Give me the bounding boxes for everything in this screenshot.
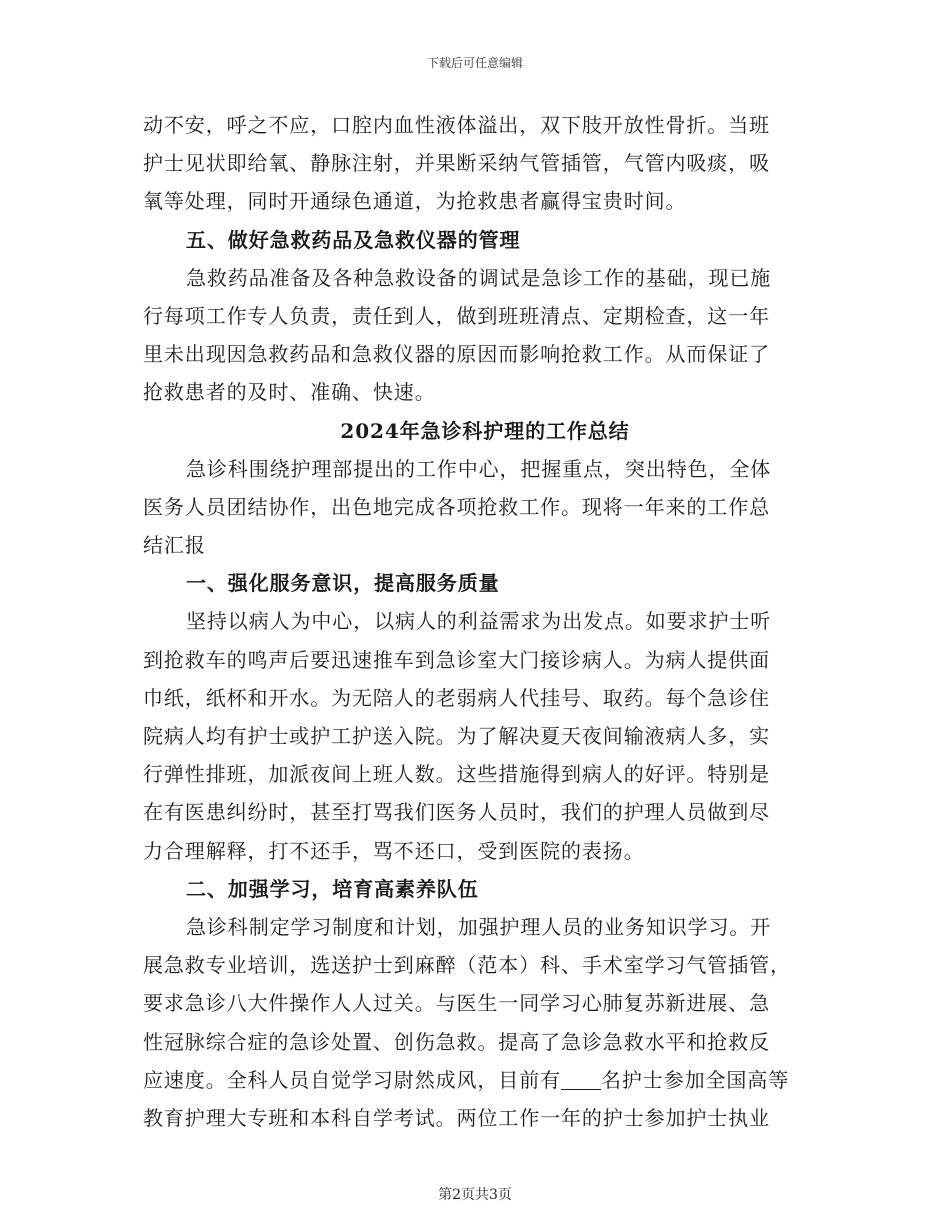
paragraph-line: 里未出现因急救药品和急救仪器的原因而影响抢救工作。从而保证了 bbox=[143, 342, 770, 367]
paragraph-line: 行每项工作专人负责，责任到人，做到班班清点、定期检查，这一年 bbox=[143, 303, 770, 328]
page-header-note: 下载后可任意编辑 bbox=[426, 56, 523, 70]
paragraph-line: 要求急诊八大件操作人人过关。与医生一同学习心肺复苏新进展、急 bbox=[143, 991, 770, 1016]
line-segment: 应速度。全科人员自觉学习尉然成风，目前有 bbox=[143, 1067, 561, 1092]
paragraph-line: 巾纸，纸杯和开水。为无陪人的老弱病人代挂号、取药。每个急诊住 bbox=[143, 685, 770, 710]
paragraph-line: 教育护理大专班和本科自学考试。两位工作一年的护士参加护士执业 bbox=[143, 1105, 770, 1130]
document-title: 2024年急诊科护理的工作总结 bbox=[340, 418, 630, 443]
paragraph-line: 在有医患纠纷时，甚至打骂我们医务人员时，我们的护理人员做到尽 bbox=[143, 800, 770, 825]
paragraph-line: 医务人员团结协作，出色地完成各项抢救工作。现将一年来的工作总 bbox=[143, 494, 770, 519]
section-heading: 五、做好急救药品及急救仪器的管理 bbox=[186, 227, 521, 252]
paragraph-line: 结汇报 bbox=[143, 533, 206, 558]
paragraph-line: 氧等处理，同时开通绿色通道，为抢救患者赢得宝贵时间。 bbox=[143, 189, 687, 214]
paragraph-line: 动不安，呼之不应，口腔内血性液体溢出，双下肢开放性骨折。当班 bbox=[143, 113, 770, 137]
paragraph-line: 展急救专业培训，选送护士到麻醉（范本）科、手术室学习气管插管， bbox=[143, 953, 791, 978]
page-number: 第2页共3页 bbox=[438, 1187, 512, 1203]
paragraph-line: 急救药品准备及各种急救设备的调试是急诊工作的基础，现已施 bbox=[186, 265, 772, 290]
paragraph-line: 护士见状即给氧、静脉注射，并果断采纳气管插管，气管内吸痰，吸 bbox=[143, 151, 770, 176]
fill-in-blank bbox=[561, 1067, 601, 1090]
paragraph-line: 抢救患者的及时、准确、快速。 bbox=[143, 380, 436, 405]
section-heading: 二、加强学习，培育高素养队伍 bbox=[186, 876, 479, 901]
paragraph-line: 性冠脉综合症的急诊处置、创伤急救。提高了急诊急救水平和抢救反 bbox=[143, 1029, 770, 1054]
paragraph-line: 行弹性排班，加派夜间上班人数。这些措施得到病人的好评。特别是 bbox=[143, 762, 770, 787]
paragraph-line: 到抢救车的鸣声后要迅速推车到急诊室大门接诊病人。为病人提供面 bbox=[143, 647, 770, 672]
paragraph-line: 坚持以病人为中心，以病人的利益需求为出发点。如要求护士听 bbox=[186, 609, 772, 634]
section-heading: 一、强化服务意识，提高服务质量 bbox=[186, 571, 500, 596]
paragraph-line: 急诊科制定学习制度和计划，加强护理人员的业务知识学习。开 bbox=[186, 914, 772, 939]
paragraph-line: 力合理解释，打不还手，骂不还口，受到医院的表扬。 bbox=[143, 838, 645, 863]
document-body bbox=[143, 106, 801, 1137]
paragraph-line bbox=[143, 1061, 801, 1099]
paragraph-line: 急诊科围绕护理部提出的工作中心，把握重点，突出特色，全体 bbox=[186, 456, 772, 481]
line-segment: 名护士参加全国高等 bbox=[601, 1067, 790, 1092]
paragraph-line: 院病人均有护士或护工护送入院。为了解决夏天夜间输液病人多，实 bbox=[143, 724, 770, 748]
